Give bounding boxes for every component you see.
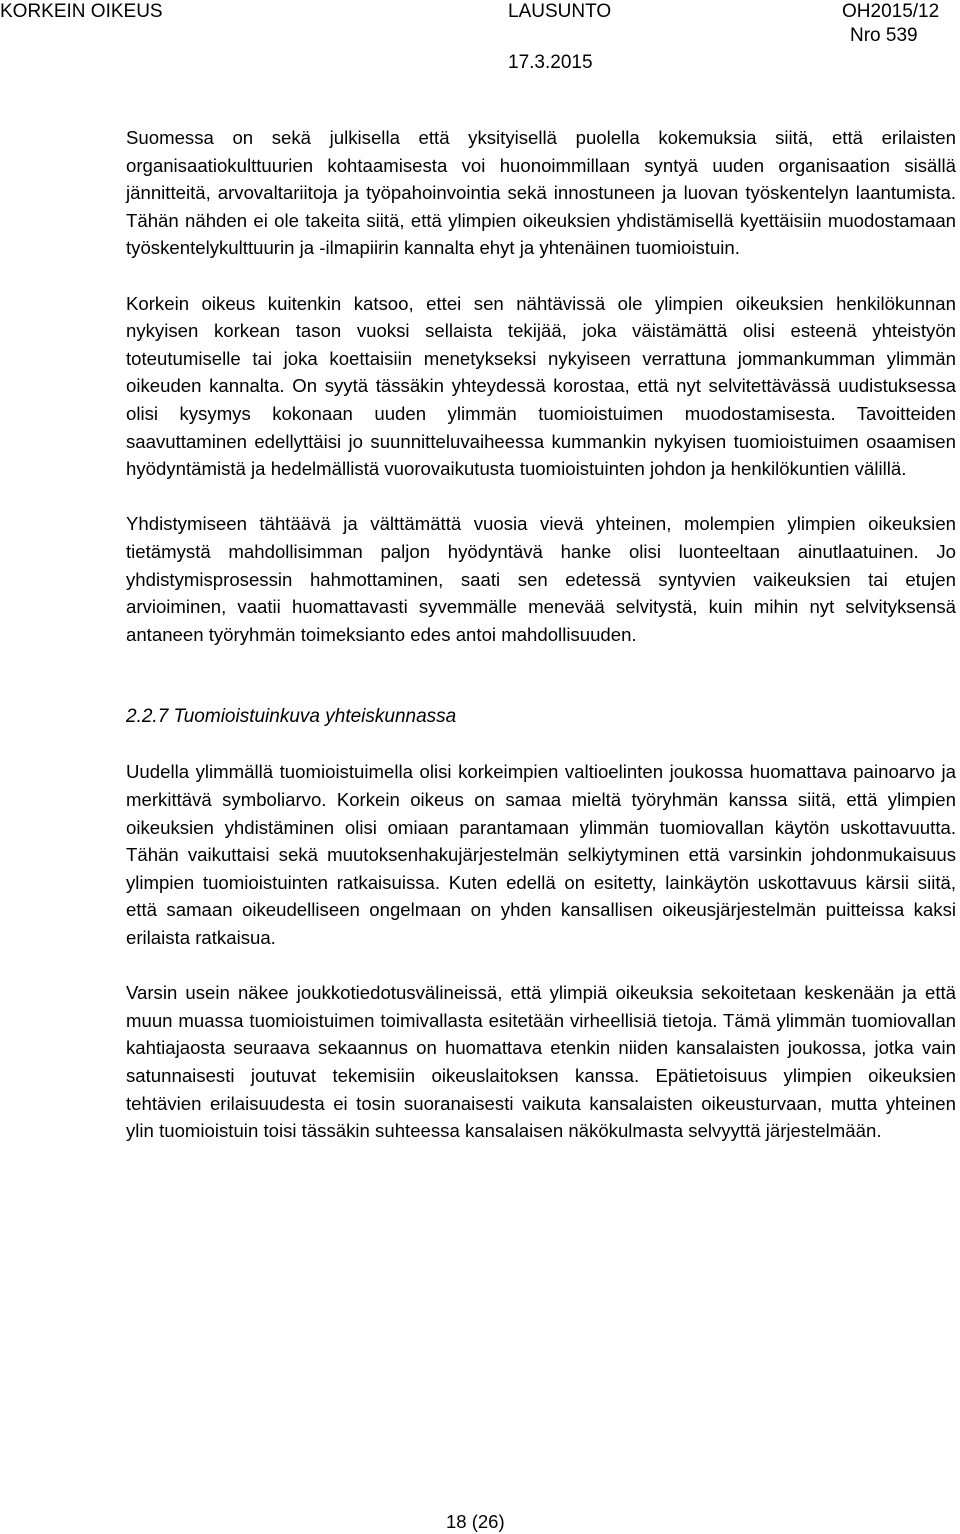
page-number: 18 (26) <box>446 1511 505 1532</box>
header-organization: KORKEIN OIKEUS <box>0 1 163 22</box>
header-document-type: LAUSUNTO <box>508 1 612 22</box>
body-paragraph: Varsin usein näkee joukkotiedotusvälineissä, että ylimpiä oikeuksia sekoitetaan keskenään ja että muun muassa tuomioistuimen toimivallasta esitetään virheellisiä tietoja. Tämä ylimmän tuomiovallan kahtiajaosta seuraava sekaannus on huomattava etenkin niiden kansalaisten joukossa, jotka vain satunnaisesti joutuvat tekemisiin oikeuslaitoksen kanssa. Epätietoisuus ylimpien oikeuksien tehtävien erilaisuudesta ei tosin suoranaisesti vaikuta kansalaisten oikeusturvaan, mutta yhteinen ylin tuomioistuin toisi tässäkin suhteessa kansalaisen näkökulmasta selvyyttä järjestelmään. <box>126 982 956 1142</box>
body-paragraph: Uudella ylimmällä tuomioistuimella olisi korkeimpien valtioelinten joukossa huomattava painoarvo ja merkittävä symboliarvo. Korkein oikeus on samaa mieltä työryhmän kanssa siitä, että ylimpien oikeuksien yhdistäminen olisi omiaan parantamaan ylimmän tuomiovallan käytön uskottavuutta. Tähän vaikuttaisi sekä muutoksenhakujärjestelmän selkiytyminen että varsinkin johdonmukaisuus ylimpien tuomioistuinten ratkaisuissa. Kuten edellä on esitetty, lainkäytön uskottavuus kärsii siitä, että samaan oikeudelliseen ongelmaan on yhden kansallisen oikeusjärjestelmän puitteissa kaksi erilaista ratkaisua. <box>126 761 956 949</box>
header-date: 17.3.2015 <box>508 52 593 73</box>
section-heading: 2.2.7 Tuomioistuinkuva yhteiskunnassa <box>126 706 457 728</box>
header-reference: OH2015/12 <box>842 1 940 22</box>
document-body <box>126 124 956 1145</box>
header-number: Nro 539 <box>850 25 918 46</box>
body-paragraph: Korkein oikeus kuitenkin katsoo, ettei sen nähtävissä ole ylimpien oikeuksien henkilökunnan nykyisen korkean tason vuoksi sellaista tekijää, joka väistämättä olisi esteenä yhteistyön toteutumiselle tai joka koettaisiin menetykseksi nykyiseen verrattuna jommankumman ylimmän oikeuden kannalta. On syytä tässäkin yhteydessä korostaa, että nyt selvitettävässä uudistuksessa olisi kysymys kokonaan uuden ylimmän tuomioistuimen muodostamisesta. Tavoitteiden saavuttaminen edellyttäisi jo suunnitteluvaiheessa kummankin nykyisen tuomioistuimen osaamisen hyödyntämistä ja hedelmällistä vuorovaikutusta tuomioistuinten johdon ja henkilökuntien välillä. <box>126 292 956 480</box>
body-paragraph: Suomessa on sekä julkisella että yksityisellä puolella kokemuksia siitä, että erilaisten organisaatiokulttuurien kohtaamisesta voi huonoimmillaan syntyä uuden organisaation sisällä jännitteitä, arvovaltariitoja ja työpahoinvointia sekä innostuneen ja luovan työskentelyn laantumista. Tähän nähden ei ole takeita siitä, että ylimpien oikeuksien yhdistämisellä kyettäisiin muodostamaan työskentelykulttuurin ja -ilmapiirin kannalta ehyt ja yhtenäinen tuomioistuin. <box>126 127 956 259</box>
body-paragraph: Yhdistymiseen tähtäävä ja välttämättä vuosia vievä yhteinen, molempien ylimpien oikeuksien tietämystä mahdollisimman paljon hyödyntävä hanke olisi luonteeltaan ainutlaatuinen. Jo yhdistymisprosessin hahmottaminen, saati sen edetessä syntyvien vaikeuksien tai etujen arvioiminen, vaatii huomattavasti syvemmälle menevää selvitystä, kuin mihin nyt selvityksensä antaneen työryhmän toimeksianto edes antoi mahdollisuuden. <box>126 513 956 645</box>
